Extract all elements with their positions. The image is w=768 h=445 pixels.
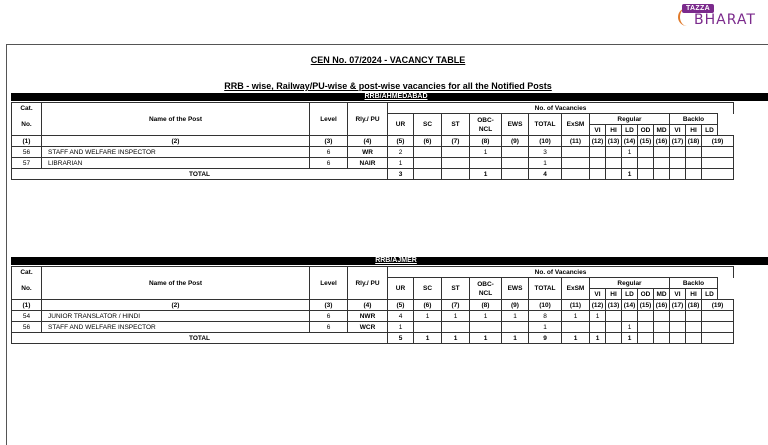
level: 6 <box>310 158 348 169</box>
page-title: CEN No. 07/2024 - VACANCY TABLE <box>310 55 466 65</box>
section-rrb-name: RRB/AHMEDABAD <box>364 93 428 100</box>
post-name: STAFF AND WELFARE INSPECTOR <box>42 147 310 158</box>
vacancy-vi <box>590 147 606 158</box>
vacancy-ur: 1 <box>388 158 414 169</box>
vacancy-ld: 1 <box>622 147 638 158</box>
header-rly: Rly./ PU <box>348 103 388 136</box>
section-rrb-name: RRB/AJMER <box>375 257 417 264</box>
table-row <box>12 311 734 322</box>
column-number: (17) <box>670 136 686 147</box>
header-cat: Cat. <box>12 103 42 114</box>
header-level: Level <box>310 267 348 300</box>
section-band-1 <box>11 257 768 265</box>
header-hi-backlog: HI <box>686 289 702 300</box>
column-number: (4) <box>348 300 388 311</box>
vacancy-ld <box>622 311 638 322</box>
total-st: 1 <box>442 333 470 344</box>
vacancy-table-1 <box>11 266 734 344</box>
vacancy-ews <box>502 158 529 169</box>
column-number: (7) <box>442 136 470 147</box>
column-number: (4) <box>348 136 388 147</box>
header-ld: LD <box>622 289 638 300</box>
header-exsm: ExSM <box>562 278 590 300</box>
cat-no: 56 <box>12 147 42 158</box>
vacancy-hi <box>606 322 622 333</box>
vacancy-bvi <box>670 311 686 322</box>
vacancy-ur: 1 <box>388 322 414 333</box>
header-regular: Regular <box>590 114 670 125</box>
total-obc: 1 <box>470 333 502 344</box>
header-cat-no: No. <box>12 114 42 136</box>
table-row <box>12 147 734 158</box>
table-row <box>12 322 734 333</box>
total-total: 9 <box>529 333 562 344</box>
vacancy-total: 8 <box>529 311 562 322</box>
column-number: (12) <box>590 300 606 311</box>
column-number: (15) <box>638 300 654 311</box>
column-number: (6) <box>414 300 442 311</box>
column-number: (5) <box>388 300 414 311</box>
header-st: ST <box>442 278 470 300</box>
vacancy-ews <box>502 322 529 333</box>
vacancy-bld <box>702 158 734 169</box>
column-number: (8) <box>470 300 502 311</box>
vacancy-obc: 1 <box>470 147 502 158</box>
vacancy-md <box>654 147 670 158</box>
header-rly: Rly./ PU <box>348 267 388 300</box>
vacancy-table-0 <box>11 102 734 180</box>
vacancy-vi <box>590 322 606 333</box>
total-bhi <box>686 169 702 180</box>
vacancy-ld <box>622 158 638 169</box>
header-st: ST <box>442 114 470 136</box>
column-number: (2) <box>42 300 310 311</box>
vacancy-st: 1 <box>442 311 470 322</box>
vacancy-md <box>654 322 670 333</box>
vacancy-document <box>6 44 768 445</box>
total-vi <box>590 169 606 180</box>
header-vi: VI <box>590 289 606 300</box>
total-md <box>654 169 670 180</box>
header-total: TOTAL <box>529 278 562 300</box>
total-hi <box>606 333 622 344</box>
vacancy-bvi <box>670 322 686 333</box>
railway: WR <box>348 147 388 158</box>
vacancy-bld <box>702 322 734 333</box>
vacancy-od <box>638 147 654 158</box>
header-ld: LD <box>622 125 638 136</box>
header-sc: SC <box>414 278 442 300</box>
total-bld <box>702 333 734 344</box>
total-exsm <box>562 169 590 180</box>
column-number: (12) <box>590 136 606 147</box>
header-md: MD <box>654 125 670 136</box>
total-sc <box>414 169 442 180</box>
column-number: (1) <box>12 136 42 147</box>
vacancy-exsm: 1 <box>562 311 590 322</box>
column-number: (13) <box>606 136 622 147</box>
vacancy-st <box>442 147 470 158</box>
header-md: MD <box>654 289 670 300</box>
column-number: (9) <box>502 300 529 311</box>
header-od: OD <box>638 125 654 136</box>
column-number-row <box>12 300 734 311</box>
total-ur: 3 <box>388 169 414 180</box>
total-ur: 5 <box>388 333 414 344</box>
vacancy-sc <box>414 147 442 158</box>
vacancy-ur: 2 <box>388 147 414 158</box>
total-bhi <box>686 333 702 344</box>
vacancy-obc <box>470 322 502 333</box>
header-cat-no: No. <box>12 278 42 300</box>
railway: NWR <box>348 311 388 322</box>
vacancy-exsm <box>562 158 590 169</box>
column-number: (3) <box>310 136 348 147</box>
vacancy-od <box>638 311 654 322</box>
header-ur: UR <box>388 278 414 300</box>
column-number: (14) <box>622 300 638 311</box>
vacancy-ews: 1 <box>502 311 529 322</box>
vacancy-ews <box>502 147 529 158</box>
header-backlog: Backlo <box>670 114 718 125</box>
total-row <box>12 333 734 344</box>
column-number: (11) <box>562 300 590 311</box>
cat-no: 56 <box>12 322 42 333</box>
header-vi-backlog: VI <box>670 289 686 300</box>
vacancy-od <box>638 322 654 333</box>
total-sc: 1 <box>414 333 442 344</box>
header-ld-backlog: LD <box>702 289 718 300</box>
total-md <box>654 333 670 344</box>
column-number: (3) <box>310 300 348 311</box>
header-ld-backlog: LD <box>702 125 718 136</box>
column-number: (18) <box>686 136 702 147</box>
total-bld <box>702 169 734 180</box>
logo-name: BHARAT <box>694 12 756 28</box>
vacancy-ld: 1 <box>622 322 638 333</box>
vacancy-md <box>654 311 670 322</box>
header-ur: UR <box>388 114 414 136</box>
header-row <box>12 267 734 278</box>
header-exsm: ExSM <box>562 114 590 136</box>
header-no-of-vacancies: No. of Vacancies <box>388 267 734 278</box>
level: 6 <box>310 322 348 333</box>
header-hi: HI <box>606 125 622 136</box>
header-hi: HI <box>606 289 622 300</box>
column-number: (7) <box>442 300 470 311</box>
header-post: Name of the Post <box>42 267 310 300</box>
logo-tag: TAZZA <box>682 4 714 13</box>
vacancy-vi <box>590 158 606 169</box>
vacancy-bhi <box>686 147 702 158</box>
total-bvi <box>670 169 686 180</box>
header-hi-backlog: HI <box>686 125 702 136</box>
post-name: LIBRARIAN <box>42 158 310 169</box>
vacancy-bhi <box>686 158 702 169</box>
post-name: JUNIOR TRANSLATOR / HINDI <box>42 311 310 322</box>
cat-no: 54 <box>12 311 42 322</box>
total-hi <box>606 169 622 180</box>
tazza-bharat-logo <box>676 2 768 34</box>
railway: NAIR <box>348 158 388 169</box>
column-number: (13) <box>606 300 622 311</box>
vacancy-bhi <box>686 322 702 333</box>
header-ews: EWS <box>502 114 529 136</box>
vacancy-total: 3 <box>529 147 562 158</box>
column-number: (5) <box>388 136 414 147</box>
header-sc: SC <box>414 114 442 136</box>
vacancy-bvi <box>670 158 686 169</box>
column-number: (10) <box>529 136 562 147</box>
column-number: (6) <box>414 136 442 147</box>
vacancy-hi <box>606 311 622 322</box>
vacancy-st <box>442 158 470 169</box>
header-total: TOTAL <box>529 114 562 136</box>
header-vi: VI <box>590 125 606 136</box>
total-ews: 1 <box>502 333 529 344</box>
total-bvi <box>670 333 686 344</box>
column-number: (15) <box>638 136 654 147</box>
cat-no: 57 <box>12 158 42 169</box>
header-level: Level <box>310 103 348 136</box>
vacancy-total: 1 <box>529 322 562 333</box>
column-number: (2) <box>42 136 310 147</box>
post-name: STAFF AND WELFARE INSPECTOR <box>42 322 310 333</box>
column-number: (19) <box>702 136 734 147</box>
header-post: Name of the Post <box>42 103 310 136</box>
header-obc-line2: NCL <box>478 289 493 297</box>
vacancy-exsm <box>562 147 590 158</box>
vacancy-sc: 1 <box>414 311 442 322</box>
total-exsm: 1 <box>562 333 590 344</box>
column-number: (16) <box>654 136 670 147</box>
column-number: (18) <box>686 300 702 311</box>
vacancy-vi: 1 <box>590 311 606 322</box>
vacancy-sc <box>414 158 442 169</box>
total-obc: 1 <box>470 169 502 180</box>
vacancy-hi <box>606 147 622 158</box>
header-obc-line2: NCL <box>478 125 493 133</box>
vacancy-sc <box>414 322 442 333</box>
header-backlog: Backlo <box>670 278 718 289</box>
header-obc <box>470 114 502 136</box>
column-number-row <box>12 136 734 147</box>
total-ld: 1 <box>622 333 638 344</box>
vacancy-bld <box>702 147 734 158</box>
total-st <box>442 169 470 180</box>
total-vi: 1 <box>590 333 606 344</box>
total-total: 4 <box>529 169 562 180</box>
vacancy-md <box>654 158 670 169</box>
column-number: (19) <box>702 300 734 311</box>
vacancy-obc <box>470 158 502 169</box>
vacancy-bvi <box>670 147 686 158</box>
header-no-of-vacancies: No. of Vacancies <box>388 103 734 114</box>
column-number: (17) <box>670 300 686 311</box>
total-label: TOTAL <box>12 333 388 344</box>
column-number: (14) <box>622 136 638 147</box>
level: 6 <box>310 147 348 158</box>
vacancy-hi <box>606 158 622 169</box>
page-subtitle: RRB - wise, Railway/PU-wise & post-wise vacancies for all the Notified Posts <box>224 81 552 91</box>
column-number: (11) <box>562 136 590 147</box>
level: 6 <box>310 311 348 322</box>
vacancy-od <box>638 158 654 169</box>
column-number: (1) <box>12 300 42 311</box>
total-od <box>638 333 654 344</box>
column-number: (16) <box>654 300 670 311</box>
vacancy-bld <box>702 311 734 322</box>
vacancy-st <box>442 322 470 333</box>
total-od <box>638 169 654 180</box>
header-row <box>12 103 734 114</box>
vacancy-exsm <box>562 322 590 333</box>
vacancy-total: 1 <box>529 158 562 169</box>
table-row <box>12 158 734 169</box>
column-number: (10) <box>529 300 562 311</box>
total-row <box>12 169 734 180</box>
vacancy-bhi <box>686 311 702 322</box>
vacancy-ur: 4 <box>388 311 414 322</box>
header-cat: Cat. <box>12 267 42 278</box>
column-number: (9) <box>502 136 529 147</box>
header-vi-backlog: VI <box>670 125 686 136</box>
header-obc <box>470 278 502 300</box>
header-regular: Regular <box>590 278 670 289</box>
section-band-0 <box>11 93 768 101</box>
header-obc-line1: OBC- <box>477 116 494 124</box>
header-ews: EWS <box>502 278 529 300</box>
vacancy-obc: 1 <box>470 311 502 322</box>
total-label: TOTAL <box>12 169 388 180</box>
column-number: (8) <box>470 136 502 147</box>
total-ld: 1 <box>622 169 638 180</box>
total-ews <box>502 169 529 180</box>
header-obc-line1: OBC- <box>477 280 494 288</box>
header-od: OD <box>638 289 654 300</box>
railway: WCR <box>348 322 388 333</box>
